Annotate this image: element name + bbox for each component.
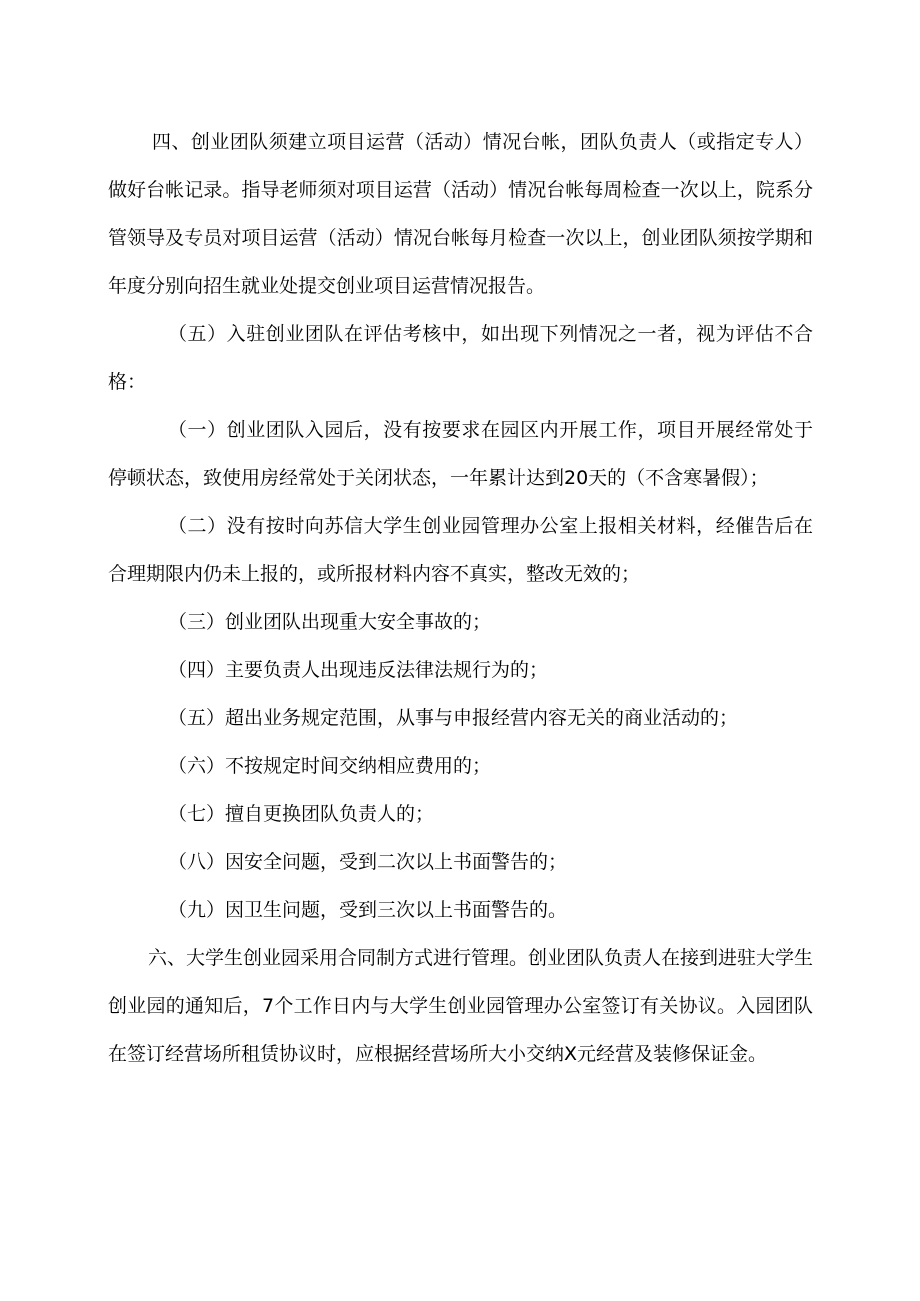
paragraph-section-6: 六、大学生创业园采用合同制方式进行管理。创业团队负责人在接到进驻大学生创业园的通知后，7个工作日内与大学生创业园管理办公室签订有关协议。入园团队在签订经营场所租赁协议时，应根据经营场所大小交纳X元经营及装修保证金。 [108, 947, 814, 1065]
paragraph-sub-7: （七）擅自更换团队负责人的； [168, 803, 435, 825]
paragraph-sub-8: （八）因安全问题，受到二次以上书面警告的； [168, 851, 568, 873]
paragraph-sub-9: （九）因卫生问题，受到三次以上书面警告的。 [168, 899, 568, 921]
paragraph-sub-4: （四）主要负责人出现违反法律法规行为的； [168, 659, 549, 681]
paragraph-section-4: 四、创业团队须建立项目运营（活动）情况台帐，团队负责人（或指定专人）做好台帐记录。指导老师须对项目运营（活动）情况台帐每周检查一次以上，院系分管领导及专员对项目运营（活动）情况台帐每月检查一次以上，创业团队须按学期和年度分别向招生就业处提交创业项目运营情况报告。 [108, 131, 813, 297]
paragraph-sub-6: （六）不按规定时间交纳相应费用的； [168, 755, 492, 777]
paragraph-item-5: （五）入驻创业团队在评估考核中，如出现下列情况之一者，视为评估不合格： [108, 323, 813, 393]
paragraph-sub-2: （二）没有按时向苏信大学生创业园管理办公室上报相关材料，经催告后在合理期限内仍未上报的，或所报材料内容不真实，整改无效的； [108, 515, 813, 585]
paragraph-sub-3: （三）创业团队出现重大安全事故的； [168, 611, 492, 633]
paragraph-sub-1: （一）创业团队入园后，没有按要求在园区内开展工作，项目开展经常处于停顿状态，致使用房经常处于关闭状态，一年累计达到20天的（不含寒暑假）； [108, 419, 813, 489]
document-body [108, 118, 813, 1078]
paragraph-sub-5: （五）超出业务规定范围，从事与申报经营内容无关的商业活动的； [168, 707, 739, 729]
